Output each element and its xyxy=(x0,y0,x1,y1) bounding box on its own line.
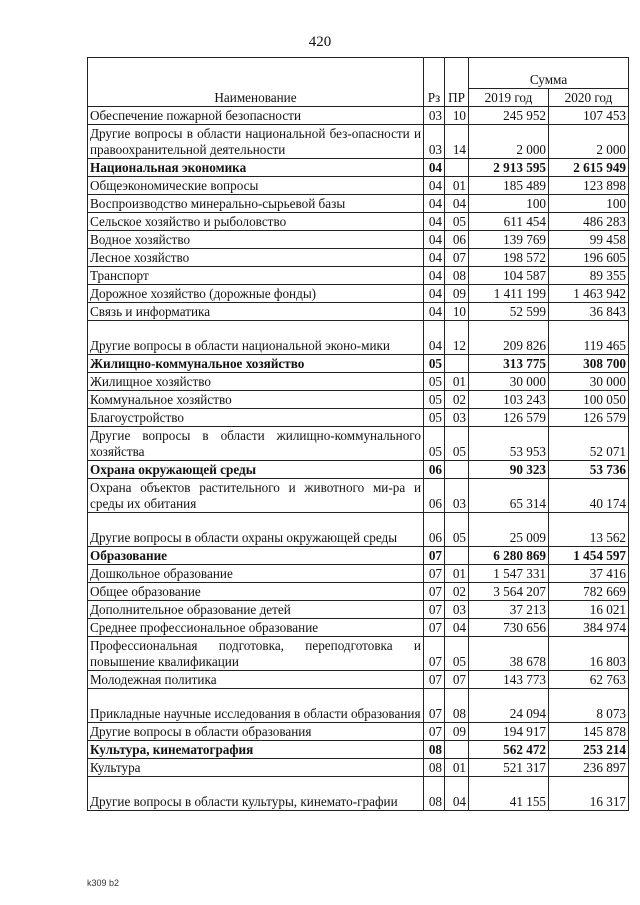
row-rz: 07 xyxy=(424,671,445,689)
table-row xyxy=(88,565,629,583)
table-row xyxy=(88,321,629,355)
header-rz: Рз xyxy=(424,58,445,107)
row-sum-2020: 253 214 xyxy=(549,741,629,759)
row-name: Охрана объектов растительного и животного ми-ра и среды их обитания xyxy=(88,479,424,513)
row-sum-2020: 2 000 xyxy=(549,125,629,159)
row-rz: 06 xyxy=(424,461,445,479)
row-name: Общеэкономические вопросы xyxy=(88,177,424,195)
row-sum-2019: 30 000 xyxy=(469,373,549,391)
row-sum-2020: 145 878 xyxy=(549,723,629,741)
row-sum-2020: 36 843 xyxy=(549,303,629,321)
row-pr xyxy=(445,159,469,177)
row-sum-2019: 126 579 xyxy=(469,409,549,427)
row-pr xyxy=(445,741,469,759)
row-pr: 10 xyxy=(445,107,469,125)
row-rz: 07 xyxy=(424,565,445,583)
table-row xyxy=(88,373,629,391)
row-pr: 01 xyxy=(445,373,469,391)
section-row xyxy=(88,741,629,759)
row-sum-2020: 37 416 xyxy=(549,565,629,583)
row-sum-2020: 100 xyxy=(549,195,629,213)
row-sum-2020: 2 615 949 xyxy=(549,159,629,177)
row-sum-2020: 89 355 xyxy=(549,267,629,285)
row-rz: 05 xyxy=(424,355,445,373)
table-row xyxy=(88,427,629,461)
table-row xyxy=(88,195,629,213)
row-sum-2020: 119 465 xyxy=(549,321,629,355)
row-rz: 06 xyxy=(424,479,445,513)
table-row xyxy=(88,249,629,267)
row-name: Дорожное хозяйство (дорожные фонды) xyxy=(88,285,424,303)
row-sum-2020: 486 283 xyxy=(549,213,629,231)
row-sum-2020: 126 579 xyxy=(549,409,629,427)
row-sum-2019: 194 917 xyxy=(469,723,549,741)
row-sum-2019: 521 317 xyxy=(469,759,549,777)
row-name: Другие вопросы в области национальной без-опасности и правоохранительной деятельности xyxy=(88,125,424,159)
table-row xyxy=(88,409,629,427)
row-pr: 14 xyxy=(445,125,469,159)
row-name: Другие вопросы в области национальной эконо-мики xyxy=(88,321,424,355)
row-rz: 07 xyxy=(424,723,445,741)
row-rz: 08 xyxy=(424,741,445,759)
row-name: Сельское хозяйство и рыболовство xyxy=(88,213,424,231)
row-pr: 01 xyxy=(445,565,469,583)
row-sum-2020: 100 050 xyxy=(549,391,629,409)
row-rz: 07 xyxy=(424,637,445,671)
row-sum-2019: 730 656 xyxy=(469,619,549,637)
row-name: Другие вопросы в области жилищно-коммунального хозяйства xyxy=(88,427,424,461)
row-pr: 06 xyxy=(445,231,469,249)
row-pr: 04 xyxy=(445,195,469,213)
table-row xyxy=(88,777,629,811)
row-rz: 04 xyxy=(424,159,445,177)
row-pr: 12 xyxy=(445,321,469,355)
header-year-2020: 2020 год xyxy=(549,89,629,107)
row-sum-2020: 40 174 xyxy=(549,479,629,513)
row-sum-2019: 100 xyxy=(469,195,549,213)
row-rz: 04 xyxy=(424,285,445,303)
row-rz: 05 xyxy=(424,391,445,409)
row-sum-2020: 236 897 xyxy=(549,759,629,777)
row-sum-2019: 2 000 xyxy=(469,125,549,159)
row-rz: 06 xyxy=(424,513,445,547)
row-rz: 05 xyxy=(424,373,445,391)
footer-code: k309 b2 xyxy=(87,878,120,888)
row-sum-2020: 16 317 xyxy=(549,777,629,811)
row-pr xyxy=(445,547,469,565)
table-row xyxy=(88,231,629,249)
row-sum-2019: 37 213 xyxy=(469,601,549,619)
row-name: Культура xyxy=(88,759,424,777)
row-sum-2020: 30 000 xyxy=(549,373,629,391)
row-name: Коммунальное хозяйство xyxy=(88,391,424,409)
row-pr: 05 xyxy=(445,427,469,461)
row-pr: 05 xyxy=(445,637,469,671)
row-name: Жилищное хозяйство xyxy=(88,373,424,391)
row-pr: 07 xyxy=(445,671,469,689)
table-body xyxy=(88,107,629,811)
row-sum-2019: 143 773 xyxy=(469,671,549,689)
row-sum-2019: 103 243 xyxy=(469,391,549,409)
section-row xyxy=(88,461,629,479)
row-sum-2019: 1 547 331 xyxy=(469,565,549,583)
table-row xyxy=(88,391,629,409)
row-name: Охрана окружающей среды xyxy=(88,461,424,479)
row-name: Благоустройство xyxy=(88,409,424,427)
header-name: Наименование xyxy=(88,58,424,107)
row-sum-2019: 38 678 xyxy=(469,637,549,671)
table-row xyxy=(88,125,629,159)
row-name: Профессиональная подготовка, переподготовка и повышение квалификации xyxy=(88,637,424,671)
row-name: Общее образование xyxy=(88,583,424,601)
table-row xyxy=(88,303,629,321)
row-sum-2020: 308 700 xyxy=(549,355,629,373)
row-name: Культура, кинематография xyxy=(88,741,424,759)
row-rz: 07 xyxy=(424,619,445,637)
table-row xyxy=(88,583,629,601)
section-row xyxy=(88,547,629,565)
row-sum-2019: 3 564 207 xyxy=(469,583,549,601)
row-sum-2019: 313 775 xyxy=(469,355,549,373)
row-name: Водное хозяйство xyxy=(88,231,424,249)
row-sum-2020: 1 454 597 xyxy=(549,547,629,565)
row-sum-2019: 52 599 xyxy=(469,303,549,321)
row-sum-2019: 65 314 xyxy=(469,479,549,513)
row-name: Дошкольное образование xyxy=(88,565,424,583)
table-row xyxy=(88,601,629,619)
row-name: Другие вопросы в области охраны окружающей среды xyxy=(88,513,424,547)
row-sum-2019: 41 155 xyxy=(469,777,549,811)
row-name: Транспорт xyxy=(88,267,424,285)
row-pr: 03 xyxy=(445,479,469,513)
section-row xyxy=(88,159,629,177)
row-sum-2019: 611 454 xyxy=(469,213,549,231)
row-rz: 08 xyxy=(424,777,445,811)
row-sum-2020: 384 974 xyxy=(549,619,629,637)
table-row xyxy=(88,637,629,671)
row-name: Другие вопросы в области образования xyxy=(88,723,424,741)
row-rz: 04 xyxy=(424,195,445,213)
row-rz: 04 xyxy=(424,321,445,355)
page-number: 420 xyxy=(308,34,332,50)
row-name: Прикладные научные исследования в области образования xyxy=(88,689,424,723)
row-name: Лесное хозяйство xyxy=(88,249,424,267)
row-rz: 05 xyxy=(424,427,445,461)
row-sum-2019: 1 411 199 xyxy=(469,285,549,303)
row-name: Обеспечение пожарной безопасности xyxy=(88,107,424,125)
row-rz: 07 xyxy=(424,583,445,601)
row-rz: 04 xyxy=(424,303,445,321)
row-sum-2020: 1 463 942 xyxy=(549,285,629,303)
table-header xyxy=(88,58,629,107)
row-name: Образование xyxy=(88,547,424,565)
row-rz: 05 xyxy=(424,409,445,427)
table-row xyxy=(88,177,629,195)
row-pr: 09 xyxy=(445,285,469,303)
row-sum-2020: 52 071 xyxy=(549,427,629,461)
table-row xyxy=(88,689,629,723)
row-name: Связь и информатика xyxy=(88,303,424,321)
header-pr: ПР xyxy=(445,58,469,107)
row-pr: 10 xyxy=(445,303,469,321)
row-sum-2020: 782 669 xyxy=(549,583,629,601)
row-sum-2020: 8 073 xyxy=(549,689,629,723)
row-pr: 04 xyxy=(445,777,469,811)
row-sum-2019: 2 913 595 xyxy=(469,159,549,177)
row-sum-2020: 196 605 xyxy=(549,249,629,267)
row-name: Другие вопросы в области культуры, кинемато-графии xyxy=(88,777,424,811)
row-pr: 02 xyxy=(445,391,469,409)
table-row xyxy=(88,723,629,741)
row-rz: 03 xyxy=(424,125,445,159)
table-row xyxy=(88,267,629,285)
header-sum: Сумма xyxy=(469,58,629,89)
row-sum-2019: 25 009 xyxy=(469,513,549,547)
header-year-2019: 2019 год xyxy=(469,89,549,107)
row-sum-2019: 6 280 869 xyxy=(469,547,549,565)
row-pr: 08 xyxy=(445,689,469,723)
table-row xyxy=(88,479,629,513)
row-pr: 02 xyxy=(445,583,469,601)
row-pr: 01 xyxy=(445,177,469,195)
row-pr: 04 xyxy=(445,619,469,637)
row-pr xyxy=(445,355,469,373)
table-row xyxy=(88,213,629,231)
table-row xyxy=(88,671,629,689)
row-rz: 08 xyxy=(424,759,445,777)
budget-table xyxy=(87,57,629,811)
row-pr: 09 xyxy=(445,723,469,741)
row-name: Жилищно-коммунальное хозяйство xyxy=(88,355,424,373)
row-rz: 04 xyxy=(424,231,445,249)
row-sum-2019: 24 094 xyxy=(469,689,549,723)
row-pr: 07 xyxy=(445,249,469,267)
row-name: Молодежная политика xyxy=(88,671,424,689)
row-rz: 04 xyxy=(424,177,445,195)
row-pr: 08 xyxy=(445,267,469,285)
row-rz: 07 xyxy=(424,689,445,723)
row-rz: 04 xyxy=(424,249,445,267)
row-sum-2020: 16 803 xyxy=(549,637,629,671)
row-pr: 01 xyxy=(445,759,469,777)
row-name: Дополнительное образование детей xyxy=(88,601,424,619)
row-pr: 03 xyxy=(445,601,469,619)
row-name: Воспроизводство минерально-сырьевой базы xyxy=(88,195,424,213)
row-sum-2020: 16 021 xyxy=(549,601,629,619)
row-rz: 07 xyxy=(424,547,445,565)
row-pr xyxy=(445,461,469,479)
row-rz: 04 xyxy=(424,267,445,285)
row-sum-2019: 198 572 xyxy=(469,249,549,267)
row-name: Национальная экономика xyxy=(88,159,424,177)
row-sum-2020: 53 736 xyxy=(549,461,629,479)
row-rz: 07 xyxy=(424,601,445,619)
row-pr: 05 xyxy=(445,513,469,547)
row-sum-2020: 13 562 xyxy=(549,513,629,547)
row-sum-2019: 245 952 xyxy=(469,107,549,125)
table-row xyxy=(88,759,629,777)
row-sum-2019: 104 587 xyxy=(469,267,549,285)
row-sum-2019: 562 472 xyxy=(469,741,549,759)
row-pr: 03 xyxy=(445,409,469,427)
row-rz: 03 xyxy=(424,107,445,125)
row-sum-2019: 139 769 xyxy=(469,231,549,249)
row-pr: 05 xyxy=(445,213,469,231)
row-sum-2019: 53 953 xyxy=(469,427,549,461)
row-sum-2020: 123 898 xyxy=(549,177,629,195)
table-row xyxy=(88,285,629,303)
row-sum-2019: 90 323 xyxy=(469,461,549,479)
table-row xyxy=(88,513,629,547)
row-sum-2019: 185 489 xyxy=(469,177,549,195)
row-sum-2020: 107 453 xyxy=(549,107,629,125)
row-rz: 04 xyxy=(424,213,445,231)
row-sum-2020: 62 763 xyxy=(549,671,629,689)
row-name: Среднее профессиональное образование xyxy=(88,619,424,637)
row-sum-2019: 209 826 xyxy=(469,321,549,355)
row-sum-2020: 99 458 xyxy=(549,231,629,249)
section-row xyxy=(88,355,629,373)
table-row xyxy=(88,619,629,637)
table-row xyxy=(88,107,629,125)
